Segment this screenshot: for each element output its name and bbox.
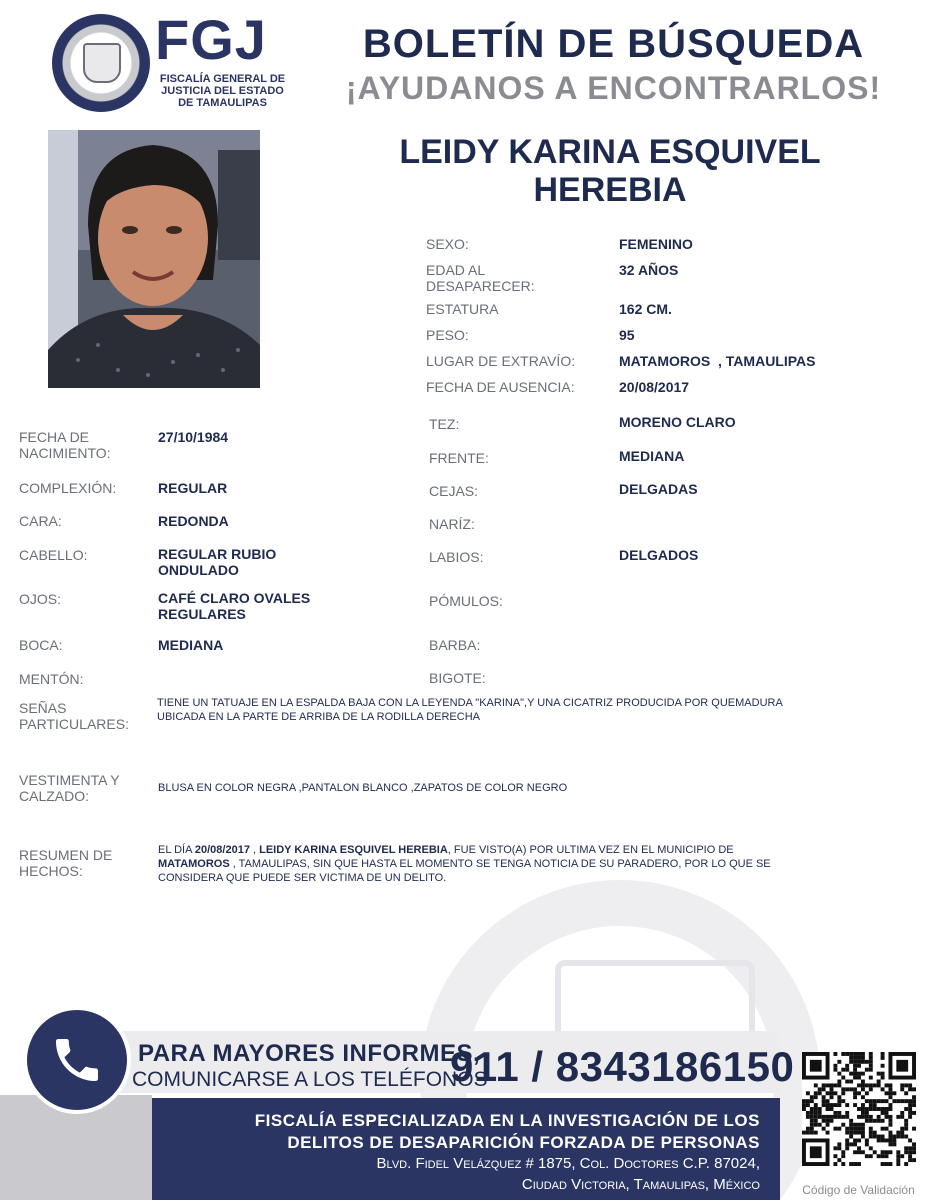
- lugar-label: LUGAR DE EXTRAVÍO:: [426, 353, 576, 369]
- agency-name: FISCALÍA ESPECIALIZADA EN LA INVESTIGACIÓN DE LOS DELITOS DE DESAPARICIÓN FORZADA DE PERSONAS: [254, 1111, 760, 1152]
- senas-label: SEÑAS PARTICULARES:: [19, 700, 129, 732]
- nariz-label: NARÍZ:: [429, 516, 475, 532]
- person-name: LEIDY KARINA ESQUIVEL HEREBIA: [399, 133, 821, 209]
- complexion-value: REGULAR: [158, 480, 228, 496]
- peso-label: PESO:: [426, 327, 469, 343]
- ojos-label: OJOS:: [19, 591, 62, 607]
- tez-label: TEZ:: [429, 416, 460, 432]
- cara-value: REDONDA: [158, 513, 229, 529]
- boca-value: MEDIANA: [158, 637, 224, 653]
- bulletin-subtitle: ¡AYUDANOS A ENCONTRARLOS!: [345, 70, 882, 106]
- barba-label: BARBA:: [429, 637, 481, 653]
- pomulos-label: PÓMULOS:: [429, 593, 503, 609]
- sexo-value: FEMENINO: [619, 236, 693, 252]
- frente-value: MEDIANA: [619, 448, 685, 464]
- resumen-label: RESUMEN DE HECHOS:: [19, 847, 113, 879]
- phone-icon: [23, 1006, 131, 1114]
- nacimiento-label: FECHA DE NACIMIENTO:: [19, 429, 111, 461]
- cabello-label: CABELLO:: [19, 547, 88, 563]
- ojos-value: CAFÉ CLARO OVALES REGULARES: [158, 590, 311, 622]
- qr-caption: Código de Validación: [802, 1183, 915, 1197]
- info-heading: PARA MAYORES INFORMES,: [138, 1040, 481, 1067]
- menton-label: MENTÓN:: [19, 671, 84, 687]
- bigote-label: BIGOTE:: [429, 670, 486, 686]
- qr-code-icon[interactable]: [802, 1052, 916, 1166]
- fecha-ausencia-value: 20/08/2017: [619, 379, 690, 395]
- resumen-text: EL DÍA 20/08/2017 , LEIDY KARINA ESQUIVEL HEREBIA, FUE VISTO(A) POR ULTIMA VEZ EN EL MUNICIPIO DE MATAMOROS , TAMAULIPAS, SIN QUE HASTA EL MOMENTO SE TENGA NOTICIA DE SU PARADERO, POR LO QUE SE CONSIDERA QUE PUEDE SER VICTIMA DE UN DELITO.: [158, 844, 771, 884]
- senas-text: TIENE UN TATUAJE EN LA ESPALDA BAJA CON LA LEYENDA "KARINA",Y UNA CICATRIZ PRODUCIDA POR QUEMADURA UBICADA EN LA PARTE DE ARRIBA DE LA RODILLA DERECHA: [157, 697, 783, 723]
- tez-value: MORENO CLARO: [619, 414, 736, 430]
- boca-label: BOCA:: [19, 637, 63, 653]
- labios-label: LABIOS:: [429, 549, 484, 565]
- estatura-label: ESTATURA: [426, 301, 499, 317]
- phone-numbers: 911 / 8343186150: [450, 1043, 795, 1090]
- fgj-logo-text: FGJ: [155, 8, 267, 71]
- peso-value: 95: [619, 327, 635, 343]
- agency-address: Blvd. Fidel Velázquez # 1875, Col. Doctores C.P. 87024, Ciudad Victoria, Tamaulipas, México: [376, 1155, 760, 1193]
- edad-label: EDAD AL DESAPARECER:: [426, 262, 535, 294]
- sexo-label: SEXO:: [426, 236, 469, 252]
- cejas-value: DELGADAS: [619, 481, 698, 497]
- edad-value: 32 AÑOS: [619, 262, 679, 278]
- cara-label: CARA:: [19, 513, 62, 529]
- lugar-value: MATAMOROS , TAMAULIPAS: [619, 353, 816, 369]
- complexion-label: COMPLEXIÓN:: [19, 480, 117, 496]
- info-subheading: COMUNICARSE A LOS TELÉFONOS: [132, 1068, 488, 1091]
- cejas-label: CEJAS:: [429, 483, 479, 499]
- estatura-value: 162 CM.: [619, 301, 672, 317]
- vestimenta-text: BLUSA EN COLOR NEGRA ,PANTALON BLANCO ,ZAPATOS DE COLOR NEGRO: [158, 782, 568, 794]
- state-seal-icon: [83, 43, 121, 83]
- vestimenta-label: VESTIMENTA Y CALZADO:: [19, 772, 120, 804]
- fgj-logo-subtitle: FISCALÍA GENERAL DE JUSTICIA DEL ESTADO DE TAMAULIPAS: [159, 73, 286, 109]
- cabello-value: REGULAR RUBIO ONDULADO: [158, 546, 277, 578]
- fecha-ausencia-label: FECHA DE AUSENCIA:: [426, 379, 575, 395]
- bulletin-title: BOLETÍN DE BÚSQUEDA: [362, 22, 865, 66]
- nacimiento-value: 27/10/1984: [158, 429, 229, 445]
- frente-label: FRENTE:: [429, 450, 489, 466]
- labios-value: DELGADOS: [619, 547, 699, 563]
- missing-person-photo: [48, 130, 260, 388]
